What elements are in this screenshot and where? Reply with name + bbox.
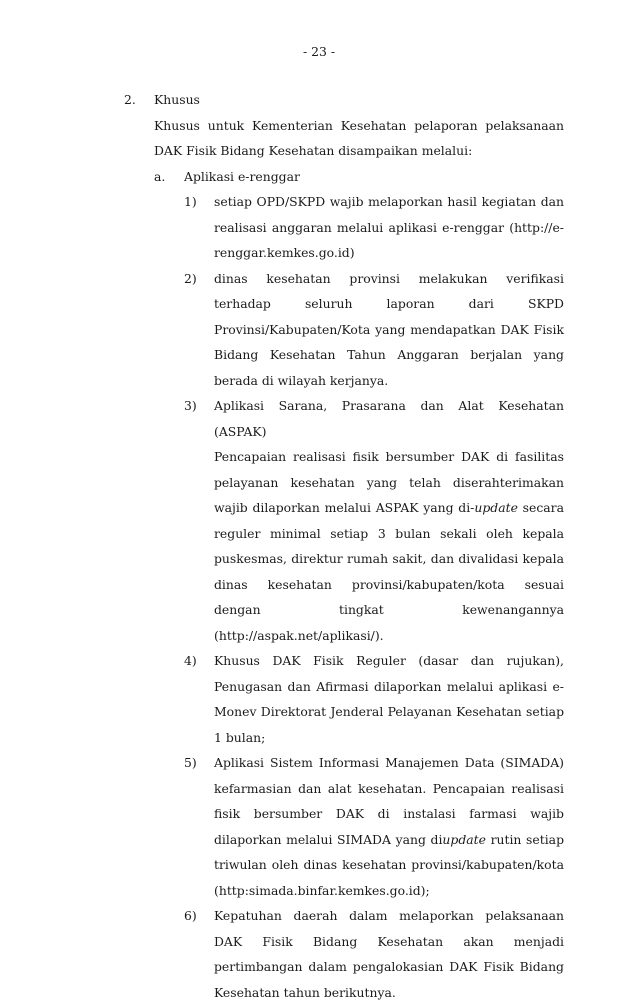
item-number: 2) <box>184 266 214 394</box>
item-content <box>214 393 564 648</box>
item-text: dinas kesehatan provinsi melakukan verifikasi terhadap seluruh laporan dari SKPD Provinsi/Kabupaten/Kota yang mendapatkan DAK Fisik Bidang Kesehatan Tahun Anggaran berjalan yang berada di wilayah kerjanya. <box>214 266 564 394</box>
item-text-part: secara reguler minimal setiap 3 bulan sekali oleh kepala puskesmas, direktur rumah sakit, dan divalidasi kepala dinas kesehatan provinsi/kabupaten/kota sesuai dengan tingkat kewenangannya (http://aspak.net/aplikasi/). <box>214 500 564 643</box>
item-list <box>154 189 564 1005</box>
item-number: 5) <box>184 750 214 903</box>
item-text-emphasis: update <box>442 832 486 847</box>
list-item <box>184 266 564 394</box>
page-number: - 23 - <box>0 44 638 59</box>
list-item <box>184 393 564 648</box>
document-body <box>124 87 564 1005</box>
subsection-title: Aplikasi e-renggar <box>184 164 300 190</box>
item-number: 3) <box>184 393 214 648</box>
list-item <box>184 189 564 266</box>
subsection-letter: a. <box>154 164 184 190</box>
item-text: setiap OPD/SKPD wajib melaporkan hasil kegiatan dan realisasi anggaran melalui aplikasi e-renggar (http://e-renggar.kemkes.go.id) <box>214 189 564 266</box>
item-paragraph <box>214 750 564 903</box>
item-number: 4) <box>184 648 214 750</box>
section-intro: Khusus untuk Kementerian Kesehatan pelaporan pelaksanaan DAK Fisik Bidang Kesehatan disampaikan melalui: <box>154 113 564 164</box>
subsection-heading <box>154 164 564 190</box>
item-number: 1) <box>184 189 214 266</box>
item-text: Khusus DAK Fisik Reguler (dasar dan rujukan), Penugasan dan Afirmasi dilaporkan melalui aplikasi e-Monev Direktorat Jenderal Pelayanan Kesehatan setiap 1 bulan; <box>214 648 564 750</box>
item-text-part: rutin setiap triwulan oleh dinas kesehatan provinsi/kabupaten/kota (http:simada.binfar.kemkes.go.id); <box>214 832 564 898</box>
list-item <box>184 903 564 1005</box>
section-body <box>124 113 564 1005</box>
item-text: Kepatuhan daerah dalam melaporkan pelaksanaan DAK Fisik Bidang Kesehatan akan menjadi pertimbangan dalam pengalokasian DAK Fisik Bidang Kesehatan tahun berikutnya. <box>214 903 564 1005</box>
item-number: 6) <box>184 903 214 1005</box>
item-text-part: Aplikasi Sistem Informasi Manajemen Data (SIMADA) kefarmasian dan alat kesehatan. Pencapaian realisasi fisik bersumber DAK di instalasi farmasi wajib dilaporkan melalui SIMADA yang di <box>214 755 564 847</box>
item-paragraph <box>214 444 564 648</box>
list-item <box>184 750 564 903</box>
section-title: Khusus <box>154 87 200 113</box>
section-heading <box>124 87 564 113</box>
section-number: 2. <box>124 87 154 113</box>
item-title: Aplikasi Sarana, Prasarana dan Alat Kesehatan (ASPAK) <box>214 393 564 444</box>
list-item <box>184 648 564 750</box>
item-text-part: Pencapaian realisasi fisik bersumber DAK di fasilitas pelayanan kesehatan yang telah diserahterimakan wajib dilaporkan melalui ASPAK yang di- <box>214 449 564 515</box>
item-text-emphasis: update <box>474 500 518 515</box>
